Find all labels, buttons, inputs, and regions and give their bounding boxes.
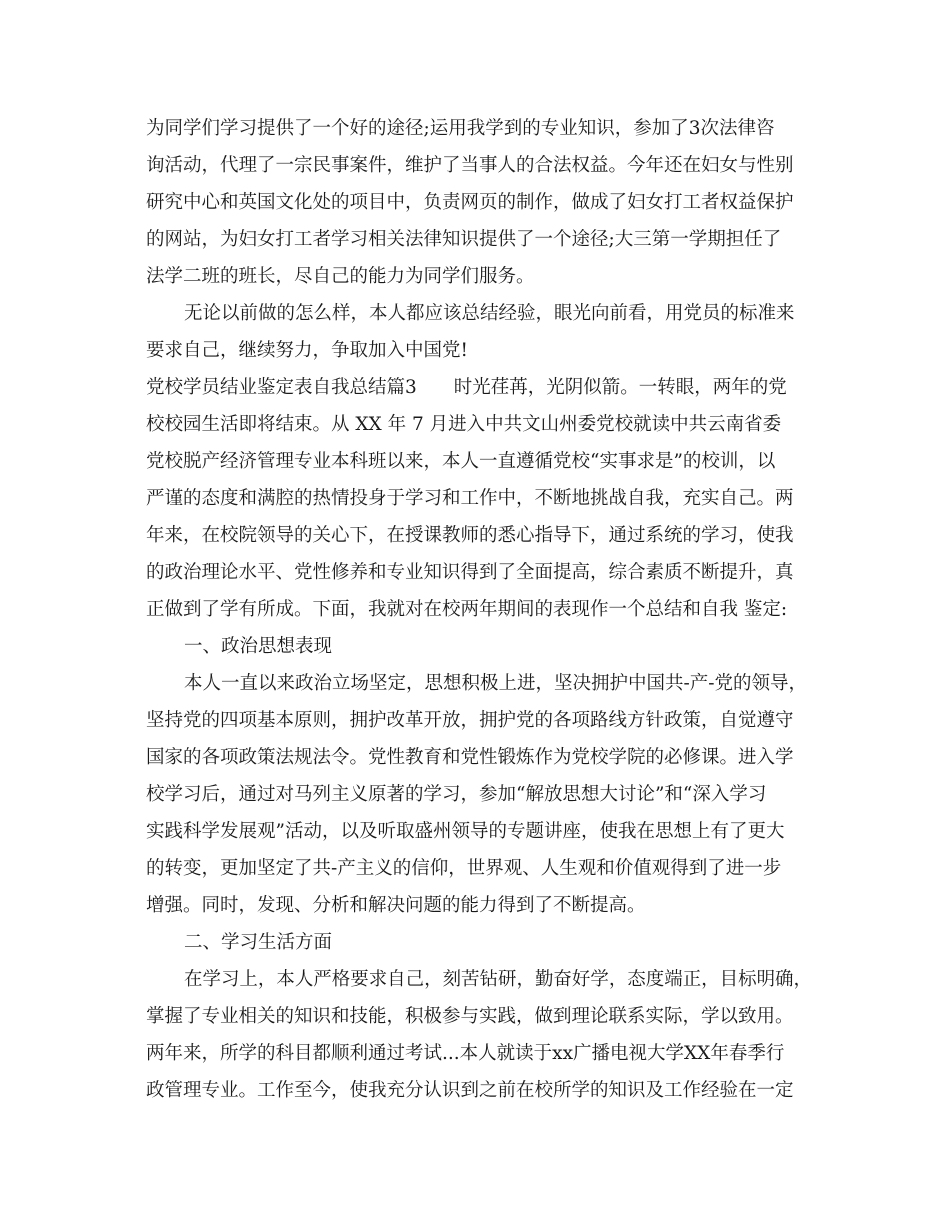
text-line: 实践科学发展观”活动，以及听取盛州领导的专题讲座，使我在思想上有了更大 bbox=[146, 821, 785, 842]
text-line: 的政治理论水平、党性修养和专业知识得到了全面提高，综合素质不断提升，真 bbox=[146, 562, 794, 583]
text-line: 校学习后，通过对马列主义原著的学习，参加“解放思想大讨论”和“深入学习 bbox=[146, 784, 767, 805]
text-line: 为同学们学习提供了一个好的途径;运用我学到的专业知识，参加了3次法律咨 bbox=[146, 118, 775, 139]
text-line: 的网站，为妇女打工者学习相关法律知识提供了一个途径;大三第一学期担任了 bbox=[146, 229, 782, 250]
text-line: 坚持党的四项基本原则，拥护改革开放，拥护党的各项路线方针政策，自觉遵守 bbox=[146, 710, 794, 731]
section-heading-line: 党校学员结业鉴定表自我总结篇3 时光荏苒，光阴似箭。一转眼，两年的党 bbox=[146, 377, 787, 398]
text-line: 在学习上，本人严格要求自己，刻苦钻研，勤奋好学，态度端正，目标明确， bbox=[184, 969, 813, 990]
text-line: 正做到了学有所成。下面，我就对在校两年期间的表现作一个总结和自我 鉴定: bbox=[146, 599, 788, 620]
text-line: 询活动，代理了一宗民事案件，维护了当事人的合法权益。今年还在妇女与性别 bbox=[146, 155, 794, 176]
text-line: 本人一直以来政治立场坚定，思想积极上进，坚决拥护中国共-产-党的领导， bbox=[184, 673, 808, 694]
text-line: 党校脱产经济管理专业本科班以来，本人一直遵循党校“实事求是”的校训，以 bbox=[146, 451, 776, 472]
text-line: 无论以前做的怎么样，本人都应该总结经验，眼光向前看，用党员的标准来 bbox=[184, 303, 795, 324]
subheading-political: 一、政治思想表现 bbox=[184, 636, 333, 657]
text-line: 国家的各项政策法规法令。党性教育和党性锻炼作为党校学院的必修课。进入学 bbox=[146, 747, 794, 768]
subheading-study: 二、学习生活方面 bbox=[184, 932, 333, 953]
text-line: 增强。同时，发现、分析和解决问题的能力得到了不断提高。 bbox=[146, 895, 646, 916]
text-line: 年来，在校院领导的关心下，在授课教师的悉心指导下，通过系统的学习，使我 bbox=[146, 525, 794, 546]
text-line: 的转变，更加坚定了共-产主义的信仰，世界观、人生观和价值观得到了进一步 bbox=[146, 858, 782, 879]
text-line: 两年来，所学的科目都顺利通过考试...本人就读于xx广播电视大学XX年春季行 bbox=[146, 1043, 785, 1064]
text-line: 政管理专业。工作至今，使我充分认识到之前在校所学的知识及工作经验在一定 bbox=[146, 1080, 794, 1101]
text-line: 要求自己，继续努力，争取加入中国党! bbox=[146, 340, 468, 361]
text-line: 研究中心和英国文化处的项目中，负责网页的制作，做成了妇女打工者权益保护 bbox=[146, 192, 794, 213]
text-line: 校校园生活即将结束。从 XX 年 7 月进入中共文山州委党校就读中共云南省委 bbox=[146, 414, 782, 435]
text-line: 掌握了专业相关的知识和技能，积极参与实践，做到理论联系实际，学以致用。 bbox=[146, 1006, 794, 1027]
text-line: 法学二班的班长，尽自己的能力为同学们服务。 bbox=[146, 266, 535, 287]
text-line: 严谨的态度和满腔的热情投身于学习和工作中，不断地挑战自我，充实自己。两 bbox=[146, 488, 794, 509]
